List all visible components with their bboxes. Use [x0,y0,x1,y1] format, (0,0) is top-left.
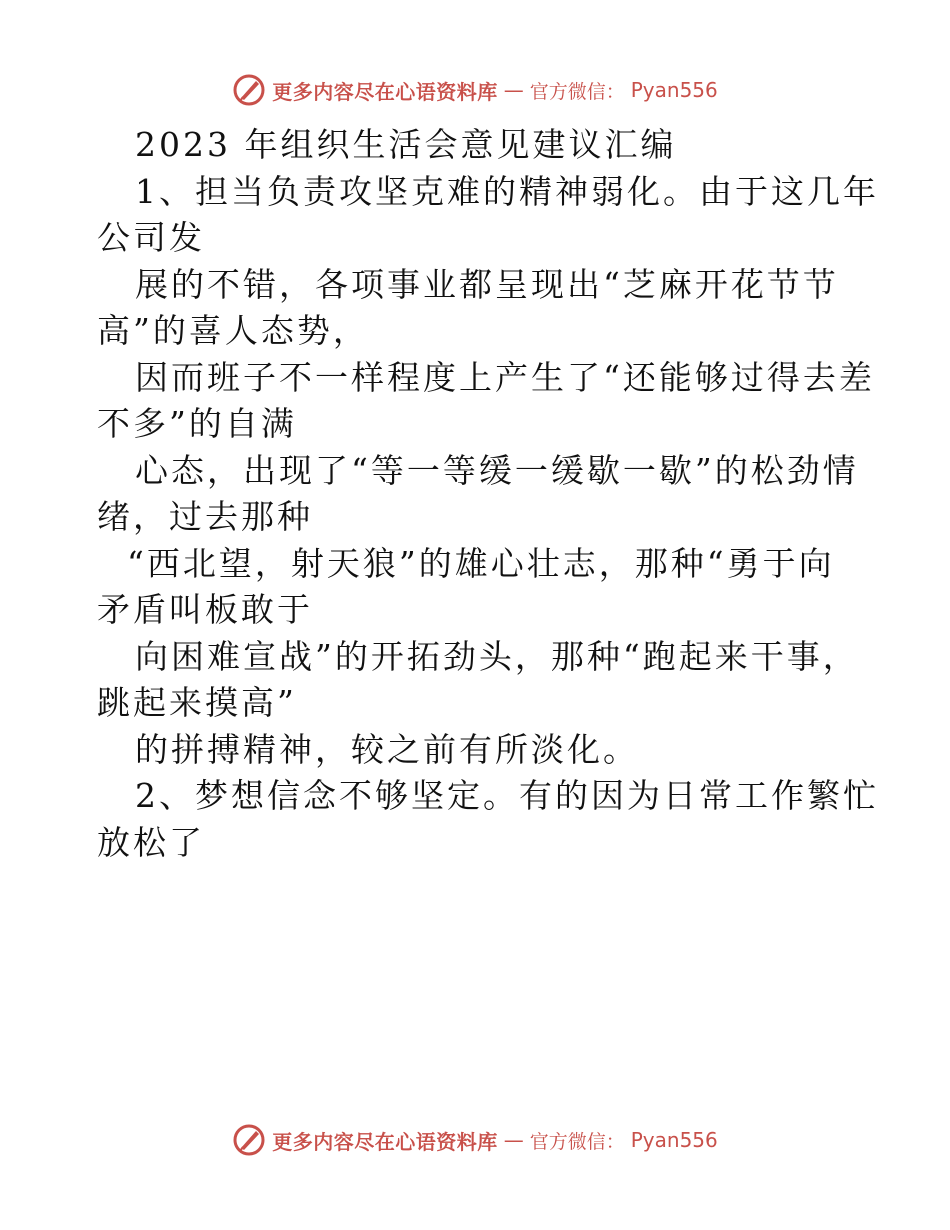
header-watermark [0,70,950,110]
text-line: 心态，出现了“等一等缓一缓歇一歇”的松劲情 [135,450,859,490]
text-line: 跳起来摸高” [97,683,297,722]
text-line: 的拼搏精神，较之前有所淡化。 [135,729,639,769]
footer-watermark [0,1120,950,1160]
text-line: 放松了 [97,822,205,862]
watermark-wechat-id: Pyan556 [630,1128,718,1152]
watermark-separator: — [503,1128,524,1152]
text-line: 向困难宣战”的开拓劲头，那种“跑起来干事， [135,636,859,676]
text-line: 不多”的自满 [97,404,297,443]
watermark-wechat-label: 官方微信： [529,1130,625,1153]
text-line: 因而班子不一样程度上产生了“还能够过得去差 [135,357,875,397]
document-title: 2023 年组织生活会意见建议汇编 [135,125,677,164]
text-line: 矛盾叫板敢于 [97,590,313,629]
watermark-site-text: 更多内容尽在心语资料库 [272,79,498,104]
text-line: 1、担当负责攻坚克难的精神弱化。由于这几年 [135,171,879,211]
watermark-wechat-label: 官方微信： [529,80,625,103]
watermark-wechat-id: Pyan556 [630,78,718,102]
text-line: 绪，过去那种 [97,497,313,536]
text-line: 2、梦想信念不够坚定。有的因为日常工作繁忙 [135,776,879,815]
watermark-separator: — [503,78,524,102]
quill-circle-logo-icon [232,73,266,107]
text-line: 高”的喜人态势， [97,311,369,350]
text-line: “西北望，射天狼”的雄心壮志，那种“勇于向 [127,543,835,583]
text-line: 公司发 [97,218,205,257]
document-body [97,122,879,866]
watermark-site-text: 更多内容尽在心语资料库 [272,1129,498,1154]
text-line: 展的不错，各项事业都呈现出“芝麻开花节节 [135,264,839,304]
quill-circle-logo-icon [232,1123,266,1157]
